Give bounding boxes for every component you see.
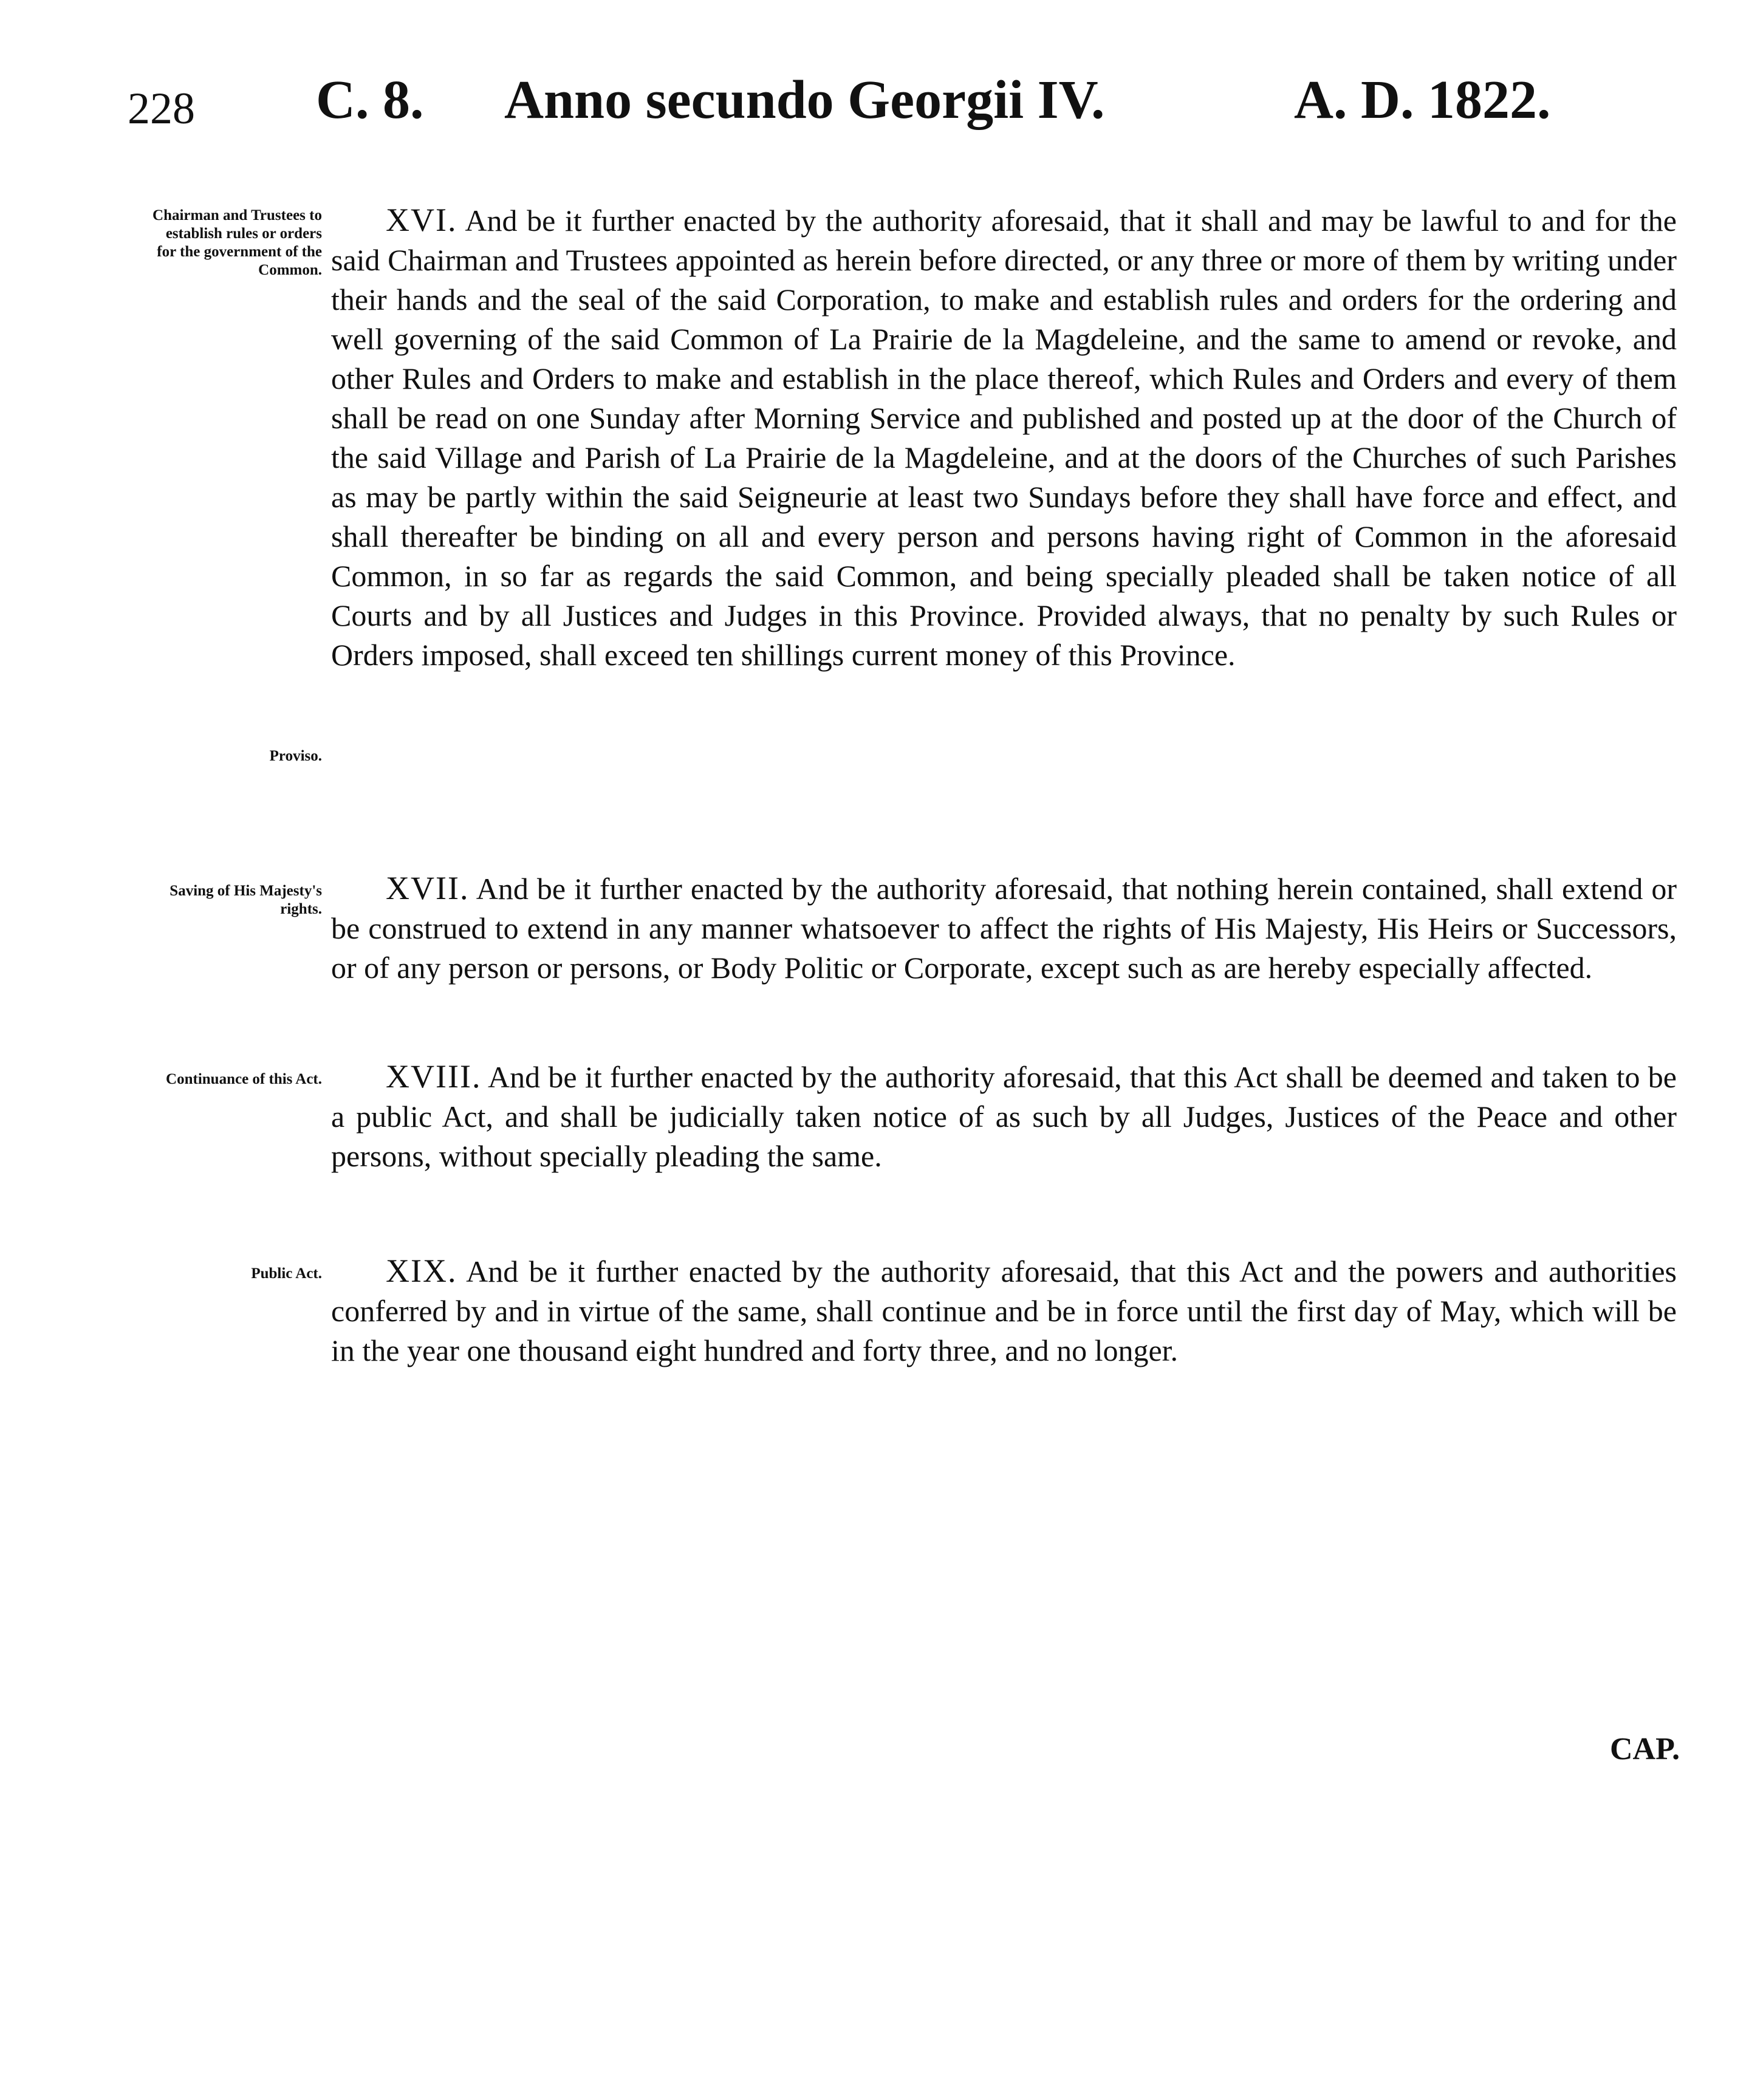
section-body	[331, 1251, 1677, 1370]
regnal-title: Anno secundo Georgii IV.	[504, 70, 1105, 130]
section-body	[331, 1057, 1677, 1176]
page-number: 228	[128, 84, 195, 134]
section-text: And be it further enacted by the authority aforesaid, that this Act shall be deemed and taken to be a public Act, and shall be judicially taken notice of as such by all Judges, Justices of the Peace and other persons, without specially pleading the same.	[331, 1060, 1677, 1173]
section-text: And be it further enacted by the authority aforesaid, that nothing herein contained, shall extend or be construed to extend in any manner whatsoever to affect the rights of His Majesty, His Heirs or Successors, or of any person or persons, or Body Politic or Corporate, except such as are hereby especially affected.	[331, 872, 1677, 985]
catchword: CAP.	[1610, 1732, 1680, 1767]
margin-note: Chairman and Trustees to establish rules or orders for the government of the Common.	[152, 207, 322, 278]
section-numeral: XVI.	[386, 202, 457, 238]
section-numeral: XVII.	[386, 870, 470, 906]
section-body	[331, 869, 1677, 988]
section-numeral: XVIII.	[386, 1058, 482, 1095]
margin-note-proviso: Proviso.	[269, 748, 322, 764]
margin-note: Public Act.	[251, 1265, 322, 1282]
section-text: And be it further enacted by the authority aforesaid, that this Act and the powers and authorities conferred by and in virtue of the same, shall continue and be in force until the first day of May, which will be in the year one thousand eight hundred and forty three, and no longer.	[331, 1254, 1677, 1367]
proviso-text: Provided always, that no penalty by such Rules or Orders imposed, shall exceed ten shillings current money of this Province.	[331, 598, 1677, 672]
margin-note: Continuance of this Act.	[166, 1071, 322, 1087]
section-body	[331, 200, 1677, 675]
section-numeral: XIX.	[386, 1253, 457, 1289]
running-header	[128, 70, 1658, 146]
year-label: A. D. 1822.	[1294, 70, 1551, 130]
section-text: And be it further enacted by the authority aforesaid, that it shall and may be lawful to and for the said Chairman and Trustees appointed as herein before directed, or any three or more of them by writing under their hands and the seal of the said Corporation, to make and establish rules and orders for the ordering and well governing of the said Common of La Prairie de la Magdeleine, and the same to amend or revoke, and other Rules and Orders to make and establish in the place thereof, which Rules and Orders and every of them shall be read on one Sunday after Morning Service and published and posted up at the door of the Church of the said Village and Parish of La Prairie de la Magdeleine, and at the doors of the Churches of such Parishes as may be partly within the said Seigneurie at least two Sundays before they shall have force and effect, and shall thereafter be binding on all and every person and persons having right of Common in the aforesaid Common, in so far as regards the said Common, and being specially pleaded shall be taken notice of all Courts and by all Justices and Judges in this Province.	[331, 204, 1677, 632]
margin-note: Saving of His Majesty's rights.	[169, 883, 322, 917]
chapter-label: C. 8.	[316, 70, 424, 130]
